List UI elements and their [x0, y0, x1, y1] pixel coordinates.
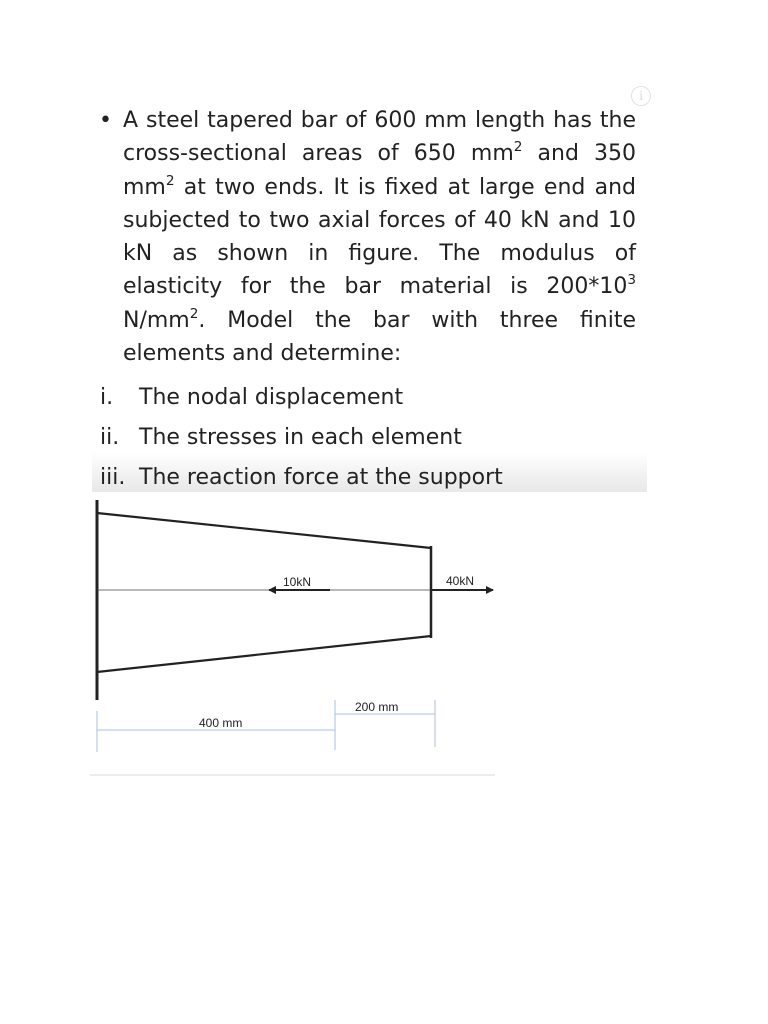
tapered-bar-figure	[90, 492, 500, 777]
question-item	[96, 418, 636, 458]
superscript: 3	[627, 272, 636, 289]
superscript: 2	[513, 139, 523, 156]
dim-label-200: 200 mm	[355, 700, 399, 714]
info-icon[interactable]: i	[631, 86, 651, 106]
force-label-10kn: 10kN	[283, 575, 312, 589]
para-text: N/mm	[123, 307, 190, 333]
bullet-icon: •	[99, 108, 112, 133]
question-number: i.	[100, 385, 114, 411]
problem-statement	[96, 104, 636, 498]
superscript: 2	[165, 172, 175, 189]
bullet-item	[96, 104, 636, 370]
bar-top-edge	[97, 513, 431, 548]
figure-svg	[90, 492, 500, 777]
para-text: and 350 mm	[123, 141, 637, 200]
para-text: at two ends. It is fixed at large end and subjected to two axial forces of 40 kN and 10 kN as shown in figure. The modulus of elasticity for the bar material is 200*10	[123, 174, 636, 300]
question-list	[96, 378, 636, 498]
question-text: The nodal displacement	[139, 385, 404, 411]
question-text: The stresses in each element	[139, 425, 462, 451]
question-number: iii.	[100, 465, 126, 491]
question-text: The reaction force at the support	[139, 465, 503, 491]
dim-label-400: 400 mm	[199, 716, 243, 730]
question-number: ii.	[100, 425, 120, 451]
bar-bottom-edge	[97, 636, 431, 672]
problem-paragraph	[123, 104, 636, 370]
question-item	[96, 378, 636, 418]
para-text: A steel tapered bar of 600 mm length has the cross-sectional areas of 650 mm	[123, 108, 636, 167]
force-label-40kn: 40kN	[446, 574, 475, 588]
superscript: 2	[189, 305, 199, 322]
para-text: . Model the bar with three finite elements and determine:	[123, 307, 636, 367]
